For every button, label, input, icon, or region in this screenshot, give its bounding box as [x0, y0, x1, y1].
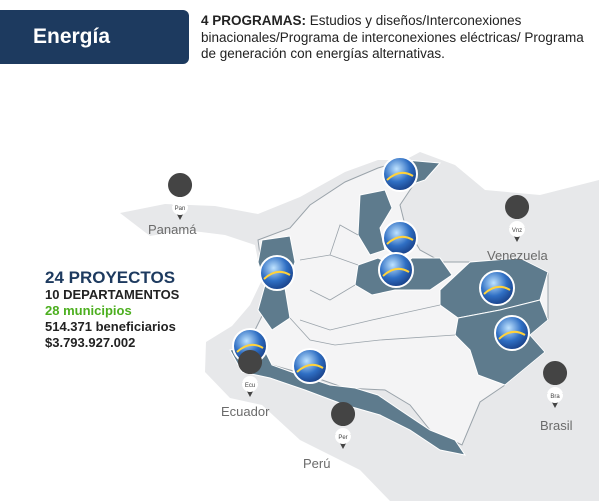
- project-globe-icon: [293, 349, 327, 383]
- label-brasil: Brasil: [540, 418, 573, 433]
- project-globe-icon: [480, 271, 514, 305]
- project-globe-icon: [495, 316, 529, 350]
- project-globe-icon: [379, 253, 413, 287]
- section-title-box: [0, 10, 189, 64]
- stat-beneficiarios: 514.371 beneficiarios: [45, 319, 176, 334]
- label-peru: Perú: [303, 456, 331, 471]
- pin-text-panama: Pan: [174, 206, 186, 212]
- stat-proyectos: 24 PROYECTOS: [45, 268, 176, 287]
- stat-municipios: 28 municipios: [45, 303, 132, 318]
- pin-text-venezuela: Vnz: [511, 228, 523, 234]
- programs-label: 4 PROGRAMAS:: [201, 13, 307, 28]
- stats-block: [45, 268, 179, 351]
- programs-description: [201, 13, 596, 63]
- project-globe-icon: [383, 221, 417, 255]
- label-ecuador: Ecuador: [221, 404, 270, 419]
- project-globe-icon: [383, 157, 417, 191]
- pin-text-peru: Per: [338, 435, 348, 441]
- project-globe-icon: [260, 256, 294, 290]
- label-panama: Panamá: [148, 222, 197, 237]
- pin-text-brasil: Bra: [550, 394, 560, 400]
- label-venezuela: Venezuela: [487, 248, 548, 263]
- section-title: Energía: [33, 25, 111, 48]
- pin-text-ecuador: Ecu: [244, 383, 256, 389]
- stat-monto: $3.793.927.002: [45, 335, 136, 350]
- stat-departamentos: 10 DEPARTAMENTOS: [45, 287, 180, 302]
- programs-text: Estudios y diseños/Interconexiones binacionales/Programa de interconexiones eléctricas/ Programa de generación con energías alternativas.: [201, 13, 584, 61]
